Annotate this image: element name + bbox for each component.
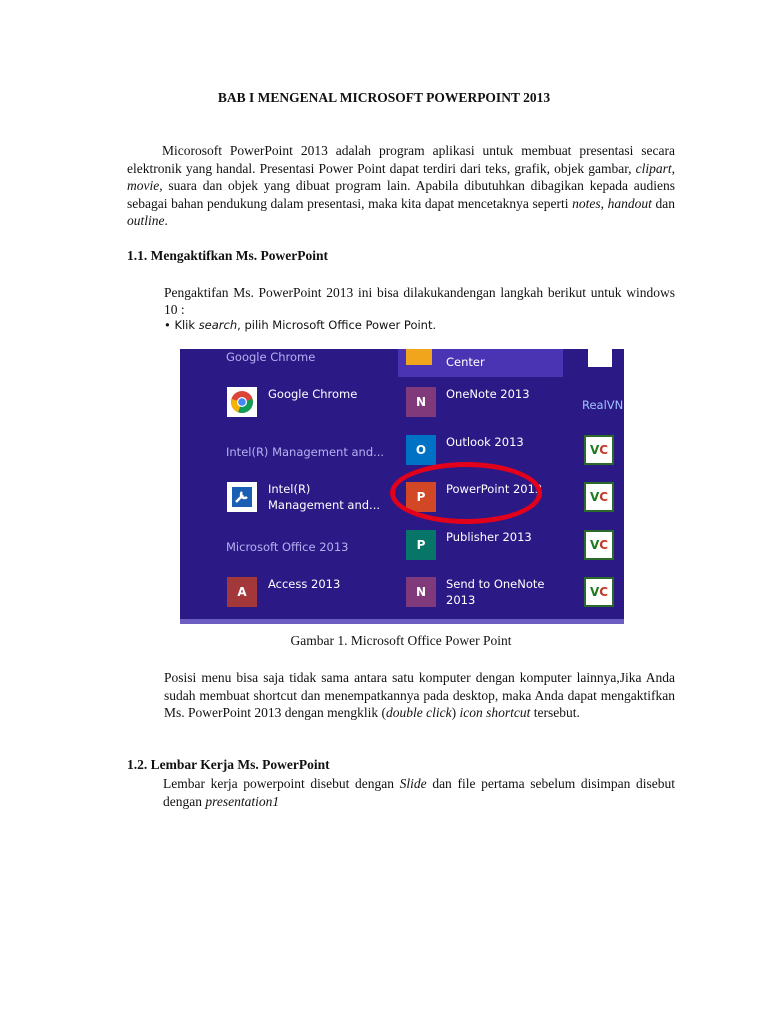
group-microsoft-office: Microsoft Office 2013: [226, 540, 349, 554]
vnc-icon-4[interactable]: V C: [584, 577, 614, 607]
menu-item-intel-l1[interactable]: Intel(R): [268, 482, 311, 496]
position-paragraph: Posisi menu bisa saja tidak sama antara satu komputer dengan komputer lainnya,Jika Anda sudah membuat shortcut dan menempatkannya pada desktop, maka Anda dapat mengaktifkan Ms. PowerPoint 2013 dengan mengklik (double click) icon shortcut tersebut.: [164, 670, 675, 720]
menu-item-outlook[interactable]: Outlook 2013: [446, 435, 524, 449]
menu-item-access[interactable]: Access 2013: [268, 577, 341, 591]
page-title: BAB I MENGENAL MICROSOFT POWERPOINT 2013: [217, 90, 551, 105]
figure-caption: Gambar 1. Microsoft Office Power Point: [290, 633, 512, 648]
worksheet-paragraph: Lembar kerja powerpoint disebut dengan Slide dan file pertama sebelum disimpan disebut dengan presentation1: [163, 776, 675, 809]
group-realvnc: RealVN: [582, 398, 624, 412]
partial-tile: [588, 349, 612, 367]
vnc-icon-3[interactable]: V C: [584, 530, 614, 560]
menu-item-send-onenote-l2[interactable]: 2013: [446, 593, 476, 607]
bullet-item: • Klik search, pilih Microsoft Office Power Point.: [164, 318, 437, 332]
bottom-bar: [180, 619, 624, 624]
upload-center-label[interactable]: Center: [446, 355, 485, 369]
menu-item-google-chrome[interactable]: Google Chrome: [268, 387, 358, 401]
onenote-icon[interactable]: N: [406, 387, 436, 417]
group-intel: Intel(R) Management and...: [226, 445, 385, 459]
vnc-icon-1[interactable]: V C: [584, 435, 614, 465]
intel-tool-icon[interactable]: [227, 482, 257, 512]
publisher-icon[interactable]: P: [406, 530, 436, 560]
intro-paragraph: Micorosoft PowerPoint 2013 adalah program aplikasi untuk membuat presentasi secara elektronik yang handal. Presentasi Power Point dapat terdiri dari teks, grafik, objek gambar, clipart, movie, suara dan objek yang dibuat program lain. Apabila dibutuhkan dibagikan kepada audiens sebagai bahan pendukung dalam presentasi, maka kita dapat mencetaknya seperti notes, handout dan outline.: [127, 143, 675, 228]
powerpoint-icon[interactable]: P: [406, 482, 436, 512]
vnc-icon-2[interactable]: V C: [584, 482, 614, 512]
upload-center-icon: [406, 349, 432, 365]
menu-item-intel-l2[interactable]: Management and...: [268, 498, 381, 512]
menu-item-publisher[interactable]: Publisher 2013: [446, 530, 532, 544]
red-highlight-circle: [390, 462, 542, 524]
group-google-chrome: Google Chrome: [226, 350, 316, 364]
section-heading-1-1: 1.1. Mengaktifkan Ms. PowerPoint: [127, 248, 328, 263]
section1-paragraph: Pengaktifan Ms. PowerPoint 2013 ini bisa dilakukandengan langkah berikut untuk windows 10 :: [164, 285, 675, 317]
send-to-onenote-icon[interactable]: N: [406, 577, 436, 607]
menu-item-send-onenote-l1[interactable]: Send to OneNote: [446, 577, 545, 591]
outlook-icon[interactable]: O: [406, 435, 436, 465]
chrome-icon[interactable]: [227, 387, 257, 417]
start-menu-screenshot: [180, 349, 624, 624]
menu-item-onenote[interactable]: OneNote 2013: [446, 387, 530, 401]
menu-item-powerpoint[interactable]: PowerPoint 2013: [446, 482, 543, 496]
access-icon[interactable]: A: [227, 577, 257, 607]
section-heading-1-2: 1.2. Lembar Kerja Ms. PowerPoint: [127, 757, 330, 772]
